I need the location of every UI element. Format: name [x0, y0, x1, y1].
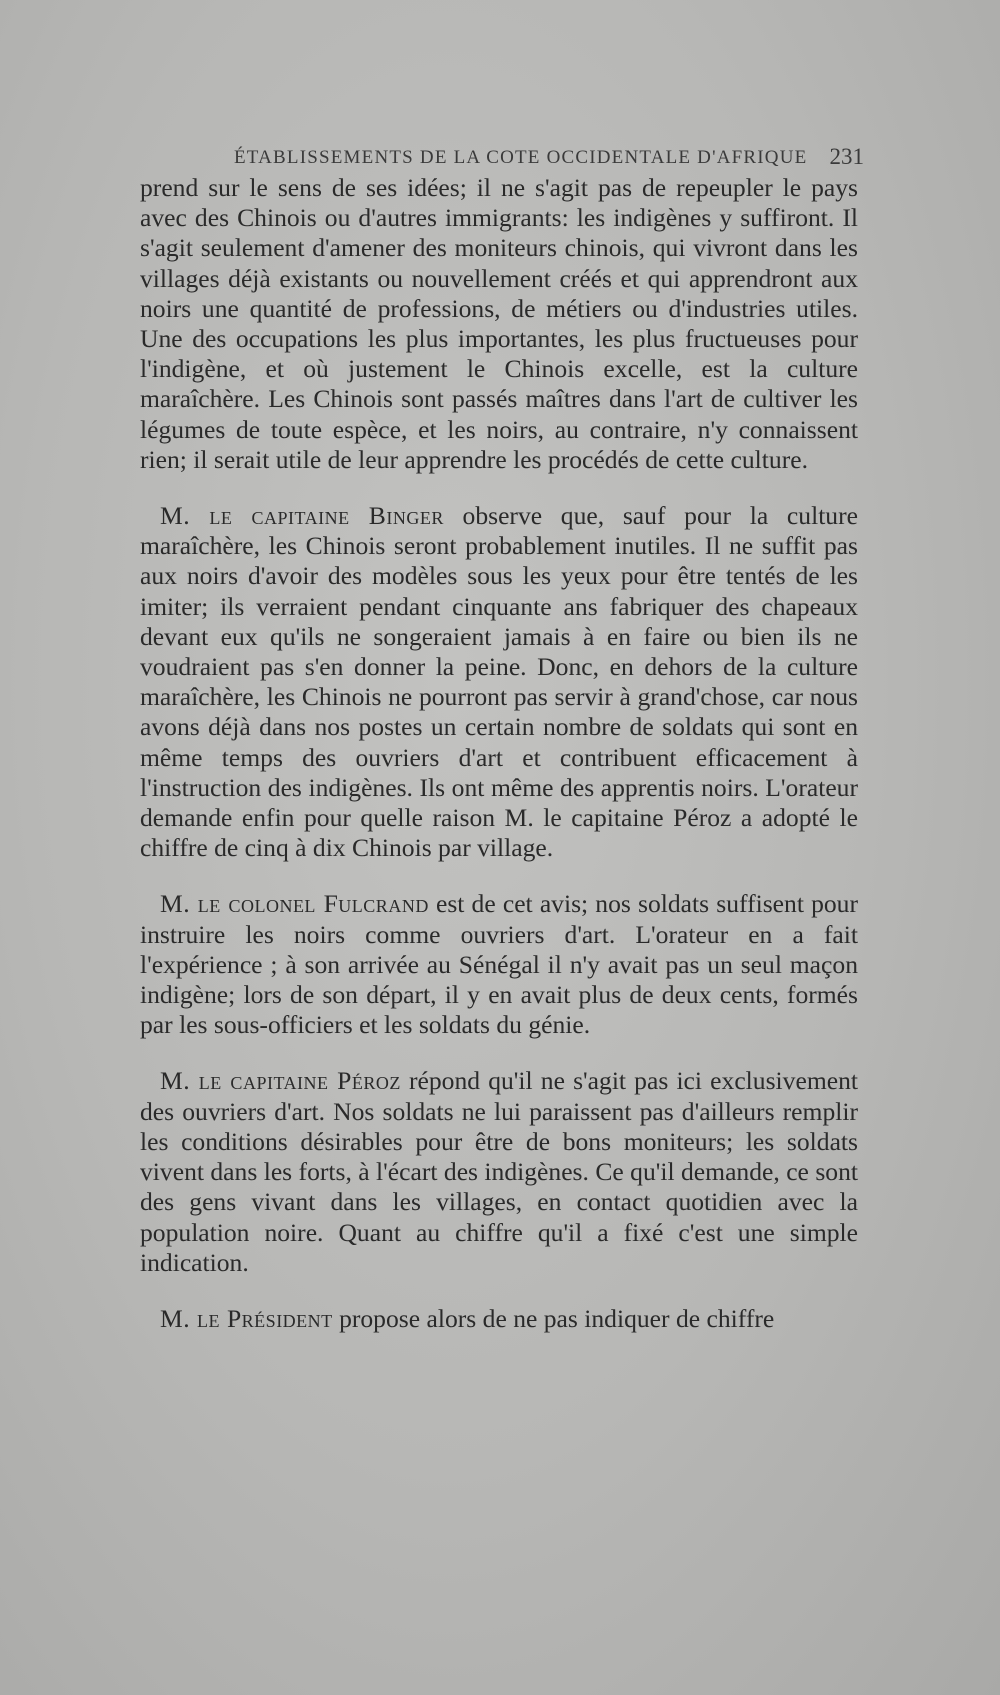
paragraph-peroz: [140, 1066, 858, 1277]
page-number: 231: [829, 144, 864, 169]
paragraph-text: observe que, sauf pour la culture maraîchère, les Chinois seront probablement inutiles. Il ne suffit pas aux noirs d'avoir des modèles sous les yeux pour être tentés de les imiter; ils verraient pendant cinquante ans fabriquer des chapeaux devant eux qu'ils ne songeraient jamais à en faire ou bien ils ne voudraient pas s'en donner la peine. Donc, en dehors de la culture maraîchère, les Chinois ne pourront pas servir à grand'chose, car nous avons déjà dans nos postes un certain nombre de soldats qui sont en même temps des ouvriers d'art et contribuent efficacement à l'instruction des indigènes. Ils ont même des apprentis noirs. L'orateur demande enfin pour quelle raison M. le capitaine Péroz a adopté le chiffre de cinq à dix Chinois par village.: [140, 501, 858, 863]
paragraph-fulcrand: [140, 889, 858, 1040]
paragraph-text: prend sur le sens de ses idées; il ne s'agit pas de repeupler le pays avec des Chinois ou d'autres immigrants: les indigènes y suffiront. Il s'agit seulement d'amener des moniteurs chinois, qui vivront dans les villages déjà existants ou nouvellement créés et qui apprendront aux noirs une quantité de professions, de métiers ou d'industries utiles. Une des occupations les plus importantes, les plus fructueuses pour l'indigène, et où justement le Chinois excelle, est la culture maraîchère. Les Chinois sont passés maîtres dans l'art de cultiver les légumes de toute espèce, et les noirs, au contraire, n'y connaissent rien; il serait utile de leur apprendre les procédés de cette culture.: [140, 173, 858, 474]
paragraph-continuation: [140, 173, 858, 475]
book-page: [140, 135, 864, 1334]
paragraph-text: propose alors de ne pas indiquer de chiffre: [332, 1303, 775, 1333]
paragraph-binger: [140, 501, 858, 863]
running-title: ÉTABLISSEMENTS DE LA COTE OCCIDENTALE D'AFRIQUE: [234, 147, 808, 168]
speaker-name: M. le Président: [160, 1303, 333, 1333]
paragraph-president: [140, 1304, 858, 1334]
paragraph-text: est de cet avis; nos soldats suffisent pour instruire les noirs comme ouvriers d'art. L'orateur en a fait l'expérience ; à son arrivée au Sénégal il n'y avait pas un seul maçon indigène; lors de son départ, il y en avait plus de deux cents, formés par les sous-officiers et les soldats du génie.: [140, 889, 858, 1040]
speaker-name: M. le colonel Fulcrand: [160, 889, 429, 919]
speaker-name: M. le capitaine Péroz: [160, 1066, 401, 1096]
running-head: [140, 135, 864, 169]
speaker-name: M. le capitaine Binger: [160, 501, 444, 531]
paragraph-text: répond qu'il ne s'agit pas ici exclusivement des ouvriers d'art. Nos soldats ne lui paraissent pas d'ailleurs remplir les conditions désirables pour être de bons moniteurs; les soldats vivent dans les forts, à l'écart des indigènes. Ce qu'il demande, ce sont des gens vivant dans les villages, en contact quotidien avec la population noire. Quant au chiffre qu'il a fixé c'est une simple indication.: [140, 1066, 858, 1277]
